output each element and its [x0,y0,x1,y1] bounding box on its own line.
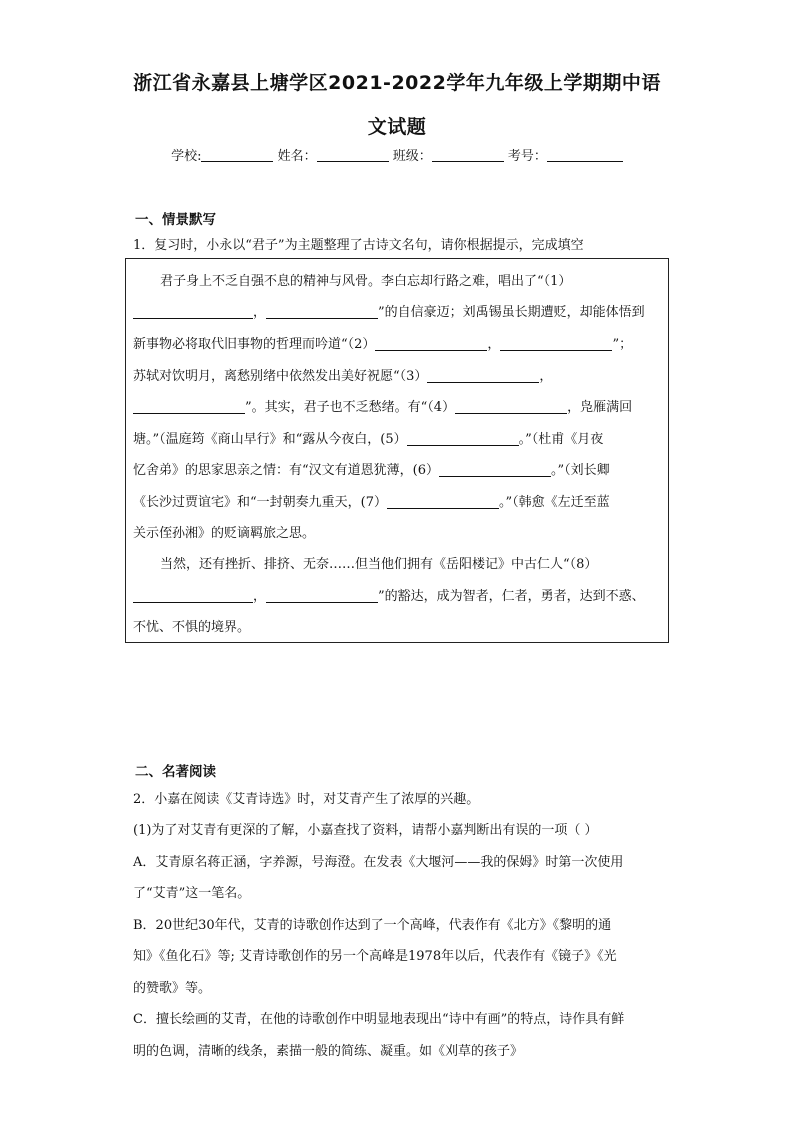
blank-7[interactable] [387,494,499,509]
name-field[interactable] [317,147,389,162]
blank-1a[interactable] [133,304,253,319]
question-2: 2．小嘉在阅读《艾青诗选》时，对艾青产生了浓厚的兴趣。 [133,792,480,807]
option-b-line2: 知》《鱼化石》等; 艾青诗歌创作的另一个高峰是1978年以后，代表作有《镜子》《光 [133,949,617,964]
blank-3a[interactable] [427,368,539,383]
option-a-line2: 了“艾青”这一笔名。 [133,886,251,901]
blank-4[interactable] [455,399,567,414]
blank-1b[interactable] [266,304,378,319]
option-a-line1: A．艾青原名蒋正涵，字养源，号海澄。在发表《大堰河——我的保姆》时第一次使用 [133,855,624,870]
blank-6[interactable] [439,462,551,477]
box-line-11: ， ”的豁达，成为智者，仁者，勇者，达到不惑、 [133,585,645,604]
blank-2b[interactable] [500,336,612,351]
box-line-7: 忆舍弟》的思家思亲之情：有“汉文有道恩犹薄，(6） 。”（刘长卿 [133,463,610,478]
box-line-6: 塘。”（温庭筠《商山早行》和“露从今夜白，(5） 。”（杜甫《月夜 [133,432,604,447]
school-label: 学校: [171,149,202,164]
box-line-5: ”。其实，君子也不乏愁绪。有“（4） ，凫雁满回 [133,396,632,415]
box-line-9: 关示侄孙湘》的贬谪羁旅之思。 [133,526,316,541]
box-line-8: 《长沙过贾谊宅》和“一封朝奏九重天，(7） 。”（韩愈《左迁至蓝 [133,495,610,510]
question-2-sub1: (1)为了对艾青有更深的了解，小嘉查找了资料，请帮小嘉判断出有误的一项（ ） [133,823,598,838]
class-field[interactable] [432,147,504,162]
box-line-1: 君子身上不乏自强不息的精神与风骨。李白忘却行路之难，唱出了“（1） [160,274,572,289]
blank-5[interactable] [407,431,519,446]
box-line-2: ， ”的自信豪迈；刘禹锡虽长期遭贬，却能体悟到 [133,301,645,320]
class-label: 班级： [392,149,432,164]
option-c-line2: 明的色调，清晰的线条，素描一般的简练、凝重。如《刈草的孩子》 [133,1044,524,1059]
number-field[interactable] [547,147,623,162]
box-line-4: 苏轼对饮明月，离愁别绪中依然发出美好祝愿“（3） ， [133,369,553,384]
blank-3b[interactable] [133,399,245,414]
box-line-12: 不忧、不惧的境界。 [133,620,251,635]
blank-8a[interactable] [133,588,253,603]
name-label: 姓名： [277,149,317,164]
box-line-3: 新事物必将取代旧事物的哲理而吟道“（2） ， ”； [133,337,633,352]
exam-title-line2: 文试题 [367,116,427,138]
student-info-row [0,145,794,164]
number-label: 考号： [507,149,547,164]
section2-heading: 二、名著阅读 [135,764,216,780]
option-b-line1: B．20世纪30年代，艾青的诗歌创作达到了一个高峰，代表作有《北方》《黎明的通 [133,918,612,933]
question-1: 1．复习时，小永以“君子”为主题整理了古诗文名句，请你根据提示，完成填空 [133,238,584,253]
exam-title-line1: 浙江省永嘉县上塘学区2021-2022学年九年级上学期期中语 [133,72,661,94]
section1-heading: 一、情景默写 [135,212,216,228]
box-line-10: 当然，还有挫折、排挤、无奈……但当他们拥有《岳阳楼记》中古仁人“（8） [160,557,598,572]
school-field[interactable] [201,147,273,162]
option-b-line3: 的赞歌》等。 [133,981,212,996]
option-c-line1: C．擅长绘画的艾青，在他的诗歌创作中明显地表现出“诗中有画”的特点，诗作具有鲜 [133,1012,625,1027]
blank-2a[interactable] [375,336,487,351]
blank-8b[interactable] [266,588,378,603]
